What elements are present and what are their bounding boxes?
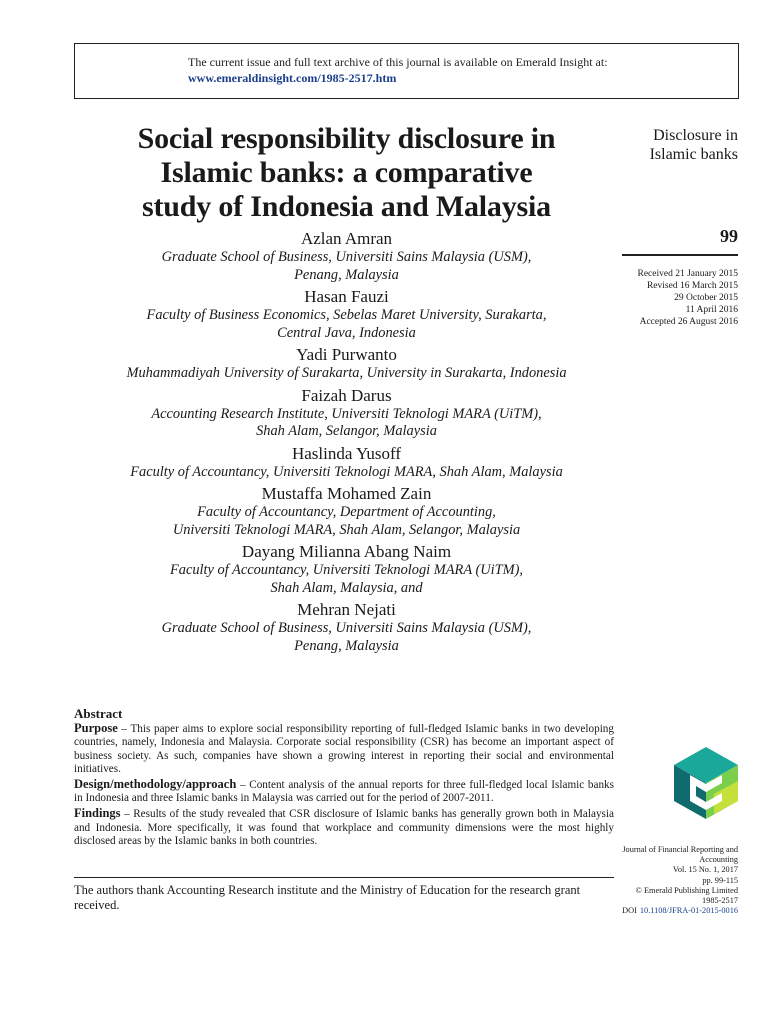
author-affiliation: Accounting Research Institute, Universiti Teknologi MARA (UiTM), (151, 405, 542, 422)
issn: 1985-2517 (702, 896, 738, 906)
title-line: study of Indonesia and Malaysia (142, 190, 551, 223)
abstract-findings (74, 807, 614, 848)
doi-label: DOI (622, 906, 637, 916)
abstract-section (74, 707, 614, 850)
author-entry (74, 386, 619, 441)
author-entry (74, 229, 619, 284)
author-name: Azlan Amran (300, 229, 393, 248)
purpose-text: – This paper aims to explore social responsibility reporting of full-fledged Islamic banks in two developing countries, namely, Indonesia and Malaysia. Corporate social responsibility (CSR) has become an important aspect of business society. As such, companies have shown a growing interest in reporting their social and environmental initiatives. (74, 723, 614, 775)
date-revised: 29 October 2015 (674, 293, 738, 303)
access-notice-box (74, 43, 739, 99)
design-text: – Content analysis of the annual reports for three full-fledged local Islamic banks in Indonesia and three Islamic banks in Malaysia was carried out for the period of 2007-2011. (74, 779, 614, 805)
section-line: Islamic banks (649, 146, 738, 163)
author-affiliation: Muhammadiyah University of Surakarta, University in Surakarta, Indonesia (126, 365, 567, 381)
author-list (74, 226, 619, 655)
author-name: Yadi Purwanto (296, 345, 397, 364)
author-entry (74, 345, 619, 383)
author-affiliation: Penang, Malaysia (294, 266, 399, 283)
abstract-purpose (74, 722, 614, 776)
journal-archive-link[interactable]: www.emeraldinsight.com/1985-2517.htm (188, 71, 397, 85)
author-affiliation: Penang, Malaysia (294, 637, 399, 654)
paper-title (74, 122, 619, 224)
author-affiliation: Universiti Teknologi MARA, Shah Alam, Selangor, Malaysia (172, 521, 521, 538)
abstract-design (74, 778, 614, 805)
journal-name: Accounting (699, 855, 738, 865)
author-entry (74, 444, 619, 482)
author-name: Haslinda Yusoff (291, 443, 402, 463)
acknowledgement-footnote: The authors thank Accounting Research institute and the Ministry of Education for the research grant received. (74, 883, 581, 912)
title-line: Islamic banks: a comparative (160, 156, 533, 189)
author-entry (74, 287, 619, 342)
author-affiliation: Faculty of Accountancy, Universiti Teknologi MARA (UiTM), (169, 562, 524, 578)
purpose-label: Purpose (74, 721, 118, 736)
access-notice-text: The current issue and full text archive of this journal is available on Emerald Insight at: (188, 55, 608, 69)
doi-line (590, 906, 738, 916)
side-divider (622, 254, 738, 256)
page-number: 99 (720, 226, 738, 246)
author-affiliation: Graduate School of Business, Universiti Sains Malaysia (USM), (161, 249, 532, 265)
journal-name: Journal of Financial Reporting and (622, 845, 738, 854)
abstract-heading: Abstract (74, 706, 123, 721)
author-affiliation: Faculty of Accountancy, Department of Accounting, (197, 504, 496, 520)
findings-label: Findings (74, 806, 121, 821)
access-notice (188, 54, 608, 86)
author-affiliation: Central Java, Indonesia (277, 324, 416, 341)
author-affiliation: Faculty of Accountancy, Universiti Teknologi MARA, Shah Alam, Malaysia (130, 463, 563, 480)
author-affiliation: Faculty of Business Economics, Sebelas Maret University, Surakarta, (146, 307, 547, 323)
author-name: Faizah Darus (301, 385, 392, 405)
doi-link[interactable]: 10.1108/JFRA-01-2015-0016 (639, 906, 738, 916)
design-label: Design/methodology/approach (74, 777, 237, 792)
submission-dates (600, 268, 738, 328)
date-revised: Revised 16 March 2015 (646, 281, 738, 291)
findings-text: – Results of the study revealed that CSR disclosure of Islamic banks has generally grown both in Malaysia and Indonesia. More specifically, it was found that workplace and community dimensions were the most highly disclosed areas by the Islamic banks in both countries. (74, 808, 614, 847)
running-section-title (626, 126, 738, 164)
section-line: Disclosure in (653, 127, 738, 144)
author-name: Dayang Milianna Abang Naim (241, 542, 452, 561)
author-name: Mustaffa Mohamed Zain (261, 484, 432, 503)
author-affiliation: Shah Alam, Malaysia, and (270, 579, 423, 596)
publisher: © Emerald Publishing Limited (635, 885, 738, 895)
author-name: Mehran Nejati (297, 600, 396, 619)
title-line: Social responsibility disclosure in (137, 122, 556, 155)
date-revised: 11 April 2016 (685, 305, 738, 315)
author-affiliation: Graduate School of Business, Universiti Sains Malaysia (USM), (161, 620, 532, 636)
journal-pages: pp. 99-115 (702, 875, 738, 885)
footnote-divider (74, 877, 614, 878)
journal-volume: Vol. 15 No. 1, 2017 (672, 865, 738, 875)
author-name: Hasan Fauzi (304, 287, 389, 306)
date-accepted: Accepted 26 August 2016 (639, 317, 738, 327)
author-entry (74, 484, 619, 539)
journal-citation (590, 845, 738, 916)
author-entry (74, 600, 619, 655)
date-received: Received 21 January 2015 (637, 269, 738, 279)
emerald-publishing-logo (674, 747, 738, 819)
author-affiliation: Shah Alam, Selangor, Malaysia (256, 423, 437, 439)
author-entry (74, 542, 619, 597)
